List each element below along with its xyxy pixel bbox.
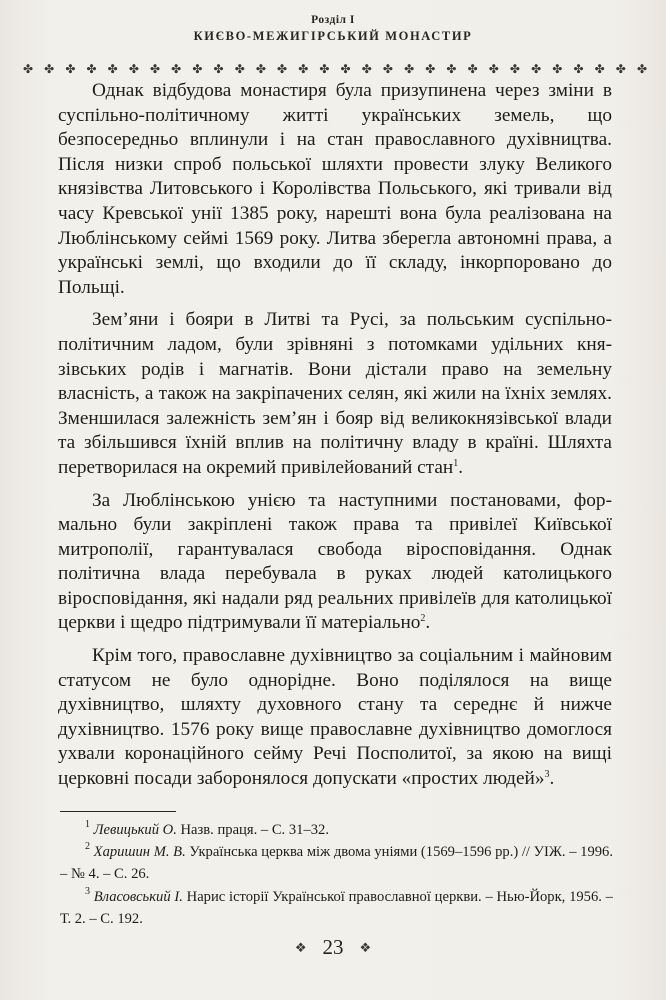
ornamental-border [22, 60, 648, 78]
ornament-icon: ✤ [22, 62, 34, 76]
ornament-icon: ✤ [128, 62, 139, 76]
footnote-divider [60, 811, 176, 812]
ornament-icon: ✤ [615, 62, 626, 76]
chapter-title: КИЄВО-МЕЖИГІРСЬКИЙ МОНАСТИР [193, 29, 473, 43]
ornament-icon: ✤ [107, 62, 118, 76]
paragraph: За Люблінською унією та наступними постановами, формально були закріплені також права та привілеї Київської митрополії, гарантувалася свобода віросповідання. Однак політична влада перебувала в руках людей католицького віросповідання, які надали ряд реальних привілеїв для католицької церкви і щедро підтримували її матеріально$^2$. [58, 489, 612, 634]
paragraph-text: За Люблінською унією та наступними постановами, формально були закріплені також права та привілеї Київської митрополії, гарантувалася свобода віросповідання. Однак політична влада перебувала в руках людей католицького віросповідання, які надали ряд реальних привілеїв для католицької церкви і щедро підтримували її матеріально [58, 489, 612, 634]
paragraph: Крім того, православне духівництво за соціальним і майновим статусом не було однорідне. Воно поділялося на вище духівництво, шляхту духовного стану та середнє й нижче духівництво. 1576 року вище православне духівництво домоглося ухвали коронаційного сейму Речі Посполитої, за якою на вищі церковні посади заборонялося допускати «простих людей»$^3$. [58, 645, 612, 790]
footnote-ref: 3 [544, 769, 550, 781]
paragraph-text: Зем’яни і бояри в Литві та Русі, за польським суспільно-політичним ладом, були зрівняні з потомками удільних князівських родів і магнатів. Вони дістали право на земельну власність, а також на закріпачених селян, які жили на їхніх землях. Зменшилася залежність зем’ян і бояр від великокнязівської влади та збільшився їхній вплив на політичну владу в країні. Шляхта перетворилася на окремий привілейований стан [58, 309, 612, 478]
ornament-icon: ✤ [425, 62, 436, 76]
footnote-text: Нарис історії Української православної церкви. – Нью-Йорк, 1956. – Т. 2. – С. 192. [60, 888, 613, 927]
ornament-icon: ✤ [361, 62, 372, 76]
ornament-icon: ✤ [277, 62, 288, 76]
ornament-icon: ✤ [467, 62, 478, 76]
ornament-icon: ✤ [509, 62, 520, 76]
footnote-ref: 1 [453, 457, 459, 469]
footnote-text: Назв. праця. – С. 31–32. [180, 822, 329, 838]
footnote [60, 819, 613, 841]
page-number: 23 [322, 935, 344, 959]
footnote-author: Харишин М. В. [93, 844, 186, 861]
running-head [0, 14, 666, 44]
ornament-icon: ✤ [44, 62, 55, 76]
footnote-ref: 2 [420, 613, 426, 625]
footnote-number: 2 [85, 841, 90, 853]
ornament-icon: ✤ [594, 62, 605, 76]
ornament-icon: ✤ [255, 62, 266, 76]
ornament-icon: ✤ [150, 62, 161, 76]
footnote [60, 841, 613, 885]
footnote-text: Українська церква між двома уніями (1569–1596 рр.) // УІЖ. – 1996. – № 4. – С. 26. [60, 844, 614, 883]
ornament-icon: ✤ [488, 62, 499, 76]
folio [0, 935, 666, 960]
footnote-number: 3 [85, 885, 90, 897]
paragraph-text: Однак відбудова монастиря була призупинена через зміни в суспільно-політичному житті українських земель, що безпосередньо вплинули і на стан православного духівництва. Після низки спроб польської шляхти провести злуку Великого князівства Литовського і Королівства Польського, які тривали від часу Кревської унії 1385 року, нарешті вона була реалізована на Люблінському сеймі 1569 року. Литва зберегла автономні права, а українські землі, що входили до її складу, інкорпоровано до Польщі. [58, 80, 612, 298]
section-label: Розділ I [311, 14, 355, 26]
ornament-icon: ✤ [86, 62, 97, 76]
ornament-icon: ✤ [192, 62, 203, 76]
ornament-icon: ✤ [531, 62, 542, 76]
ornament-icon: ✤ [552, 62, 563, 76]
ornament-icon: ✤ [298, 62, 309, 76]
ornament-icon: ❖ [359, 940, 372, 955]
main-text [58, 79, 612, 800]
ornament-icon: ✤ [446, 62, 457, 76]
footnote-number: 1 [85, 819, 90, 830]
paragraph-text: Крім того, православне духівництво за соціальним і майновим статусом не було однорідне. Воно поділялося на вище духівництво, шляхту духовного стану та середнє й нижче духівництво. 1576 року вище православне духівництво домоглося ухвали коронаційного сейму Речі Посполитої, за якою на вищі церковні посади заборонялося допускати «простих людей» [58, 645, 612, 790]
ornament-icon: ✤ [382, 62, 393, 76]
ornament-icon: ✤ [171, 62, 182, 76]
ornament-icon: ✤ [340, 62, 351, 76]
footnote [60, 886, 613, 930]
ornament-icon: ✤ [404, 62, 415, 76]
footnote-author: Левицький О. [93, 822, 177, 838]
ornament-icon: ✤ [65, 62, 76, 76]
ornament-icon: ❖ [294, 940, 307, 955]
footnote-author: Власовський І. [93, 888, 183, 905]
ornament-icon: ✤ [319, 62, 330, 76]
ornament-icon: ✤ [234, 62, 245, 76]
footnotes [60, 819, 613, 930]
ornament-icon: ✤ [636, 62, 648, 76]
ornament-icon: ✤ [573, 62, 584, 76]
ornament-icon: ✤ [213, 62, 224, 76]
paragraph [58, 79, 612, 300]
paragraph: Зем’яни і бояри в Литві та Русі, за польським суспільно-політичним ладом, були зрівняні з потомками удільних князівських родів і магнатів. Вони дістали право на земельну власність, а також на закріпачених селян, які жили на їхніх землях. Зменшилася залежність зем’ян і бояр від великокнязівської влади та збільшився їхній вплив на політичну владу в країні. Шляхта перетворилася на окремий привілейований стан$^1$. [58, 309, 612, 478]
